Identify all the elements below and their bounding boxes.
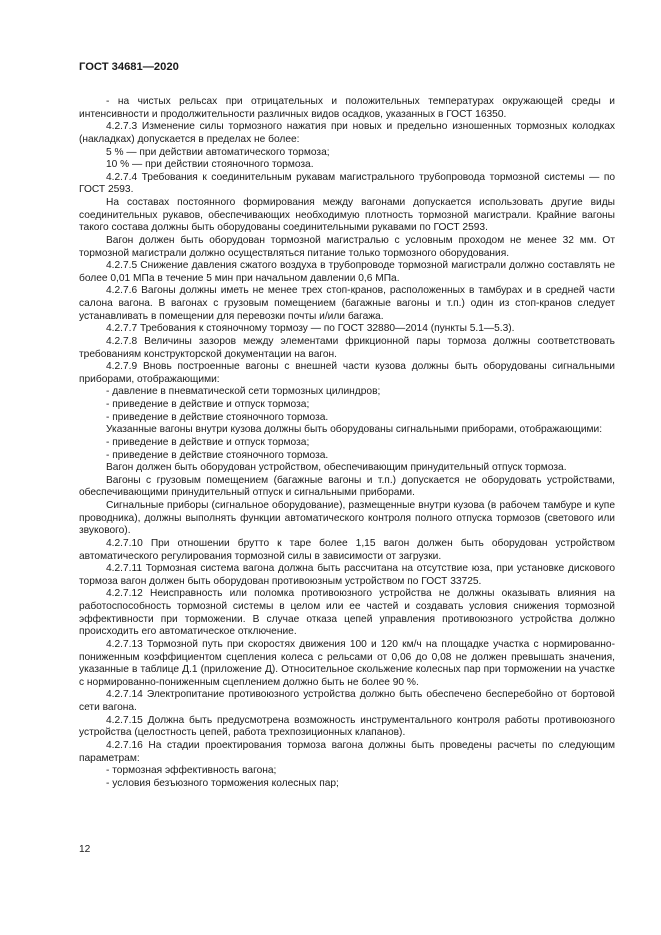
paragraph: 4.2.7.15 Должна быть предусмотрена возможность инструментального контроля работы противоюзного устройства (целостность цепей, работа трехпозиционных клапанов).: [79, 714, 615, 739]
paragraph: Вагон должен быть оборудован тормозной магистралью с условным проходом не менее 32 мм. От тормозной магистрали должно осуществляться питание только тормозного оборудования.: [79, 234, 615, 259]
paragraph: 4.2.7.9 Вновь построенные вагоны с внешней части кузова должны быть оборудованы сигнальными приборами, отображающими:: [79, 361, 615, 385]
paragraph: Указанные вагоны внутри кузова должны быть оборудованы сигнальными приборами, отображающими:: [106, 424, 603, 436]
paragraph: 4.2.7.4 Требования к соединительным рукавам магистрального трубопровода тормозной системы — по ГОСТ 2593.: [79, 171, 615, 196]
paragraph: 4.2.7.16 На стадии проектирования тормоза вагона должны быть проведены расчеты по следующим параметрам:: [79, 739, 615, 764]
paragraph: 4.2.7.14 Электропитание противоюзного устройства должно быть обеспечено бесперебойно от бортовой сети вагона.: [79, 689, 615, 713]
paragraph: 4.2.7.7 Требования к стояночному тормозу — по ГОСТ 32880—2014 (пункты 5.1—5.3).: [106, 323, 515, 335]
paragraph: Вагоны с грузовым помещением (багажные вагоны и т.п.) допускается не оборудовать устройствами, обеспечивающими принудительный отпуск и сигнальными приборами.: [79, 474, 615, 499]
paragraph: 4.2.7.11 Тормозная система вагона должна быть рассчитана на отсутствие юза, при установке дискового тормоза вагон должен быть оборудован противоюзным устройством по ГОСТ 33725.: [79, 563, 615, 587]
document-header: ГОСТ 34681—2020: [79, 61, 179, 73]
paragraph: 5 % — при действии автоматического тормоза;: [106, 146, 330, 158]
list-item: - условия безъюзного торможения колесных пар;: [106, 777, 339, 789]
paragraph: 4.2.7.5 Снижение давления сжатого воздуха в трубопроводе тормозной магистрали должно составлять не более 0,01 МПа в течение 5 мин при начальном давлении 0,6 МПа.: [79, 260, 615, 284]
paragraph: 4.2.7.12 Неисправность или поломка противоюзного устройства не должны оказывать влияния на работоспособность тормозной системы в целом или ее частей и создавать условия снижения тормозной эффективности при торможении. В случае отказа цепей управления противоюзного устройства должно происходить его автоматическое отключение.: [79, 588, 615, 638]
paragraph: 4.2.7.8 Величины зазоров между элементами фрикционной пары тормоза должны соответствовать требованиям конструкторской документации на вагон.: [79, 335, 615, 360]
paragraph: 4.2.7.6 Вагоны должны иметь не менее трех стоп-кранов, расположенных в тамбурах и в средней части салона вагона. В вагонах с грузовым помещением (багажные вагоны и т.п.) один из стоп-кранов следует устанавливать в помещении для перевозки почты и/или багажа.: [79, 285, 615, 322]
list-item: - приведение в действие и отпуск тормоза;: [106, 399, 310, 410]
list-item: - приведение в действие и отпуск тормоза;: [106, 436, 310, 448]
list-item: - приведение в действие стояночного тормоза.: [106, 449, 329, 461]
list-item: - давление в пневматической сети тормозных цилиндров;: [106, 386, 381, 398]
document-body: [79, 96, 615, 790]
paragraph: На составах постоянного формирования между вагонами допускается использовать другие виды соединительных рукавов, обеспечивающих необходимую плотность тормозной магистрали. Крайние вагоны такого состава должны быть оборудованы соединительными рукавами по ГОСТ 2593.: [79, 197, 615, 234]
paragraph: 4.2.7.3 Изменение силы тормозного нажатия при новых и предельно изношенных тормозных колодках (накладках) допускается в пределах не более:: [79, 121, 615, 145]
list-item: - тормозная эффективность вагона;: [106, 765, 277, 777]
paragraph: Сигнальные приборы (сигнальное оборудование), размещенные внутри кузова (в рабочем тамбуре и купе проводника), должны выполнять функции автоматического контроля полного отпуска тормозов (светового или звукового).: [79, 500, 615, 537]
paragraph: 4.2.7.13 Тормозной путь при скоростях движения 100 и 120 км/ч на площадке участка с нормированно-пониженным коэффициентом сцепления колеса с рельсами от 0,06 до 0,08 не должен превышать значения, указанные в таблице Д.1 (приложение Д). Относительное скольжение колесных пар при торможении на участке с нормированно-пониженным сцеплением должно быть не более 90 %.: [79, 638, 615, 688]
paragraph: Вагон должен быть оборудован устройством, обеспечивающим принудительный отпуск тормоза.: [106, 462, 567, 474]
list-item: - приведение в действие стояночного тормоза.: [106, 411, 329, 423]
paragraph: - на чистых рельсах при отрицательных и положительных температурах окружающей среды и интенсивности и продолжительности различных видов осадков, указанных в ГОСТ 16350.: [79, 96, 615, 120]
page-number: 12: [79, 844, 91, 855]
paragraph: 4.2.7.10 При отношении брутто к таре более 1,15 вагон должен быть оборудован устройством автоматического регулирования тормозной силы в зависимости от загрузки.: [79, 537, 615, 562]
paragraph: 10 % — при действии стояночного тормоза.: [106, 159, 314, 171]
